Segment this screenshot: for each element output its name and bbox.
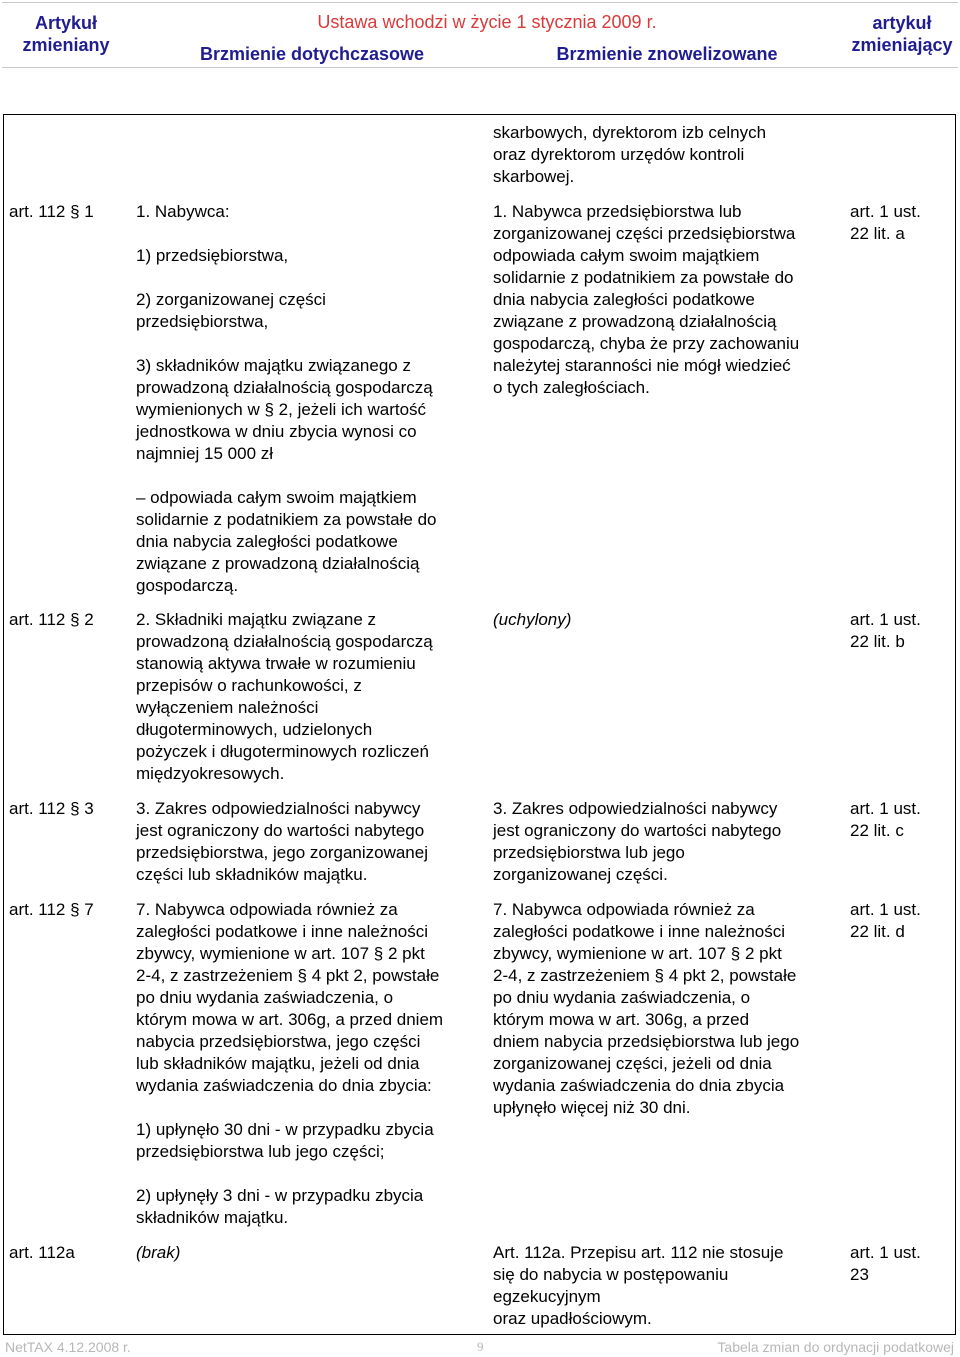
row1-amending-ref: art. 1 ust. 22 lit. a [850,202,921,243]
row3-amending-ref: art. 1 ust. 22 lit. c [850,799,921,840]
row1-old-intro: 1. Nabywca: [136,202,230,221]
row1-new-text: 1. Nabywca przedsiębiorstwa lub zorganizowanej części przedsiębiorstwa odpowiada całym swoim majątkiem solidarnie z podatnikiem za powstałe do dnia nabycia zaległości podatkowe związane z prowadzoną działalnością gospodarczą, chyba że przy zachowaniu należytej staranności nie mógł wiedzieć o tych zaległościach. [493,202,800,397]
row2-amending-ref: art. 1 ust. 22 lit. b [850,610,921,651]
row4-old-item2: 2) upłynęły 3 dni - w przypadku zbycia składników majątku. [136,1186,424,1227]
row0-new-text: skarbowych, dyrektorom izb celnych oraz dyrektorom urzędów kontroli skarbowej. [493,123,767,186]
row5-amending-ref: art. 1 ust. 23 [850,1243,921,1284]
header-amending-article: artykuł zmieniający [851,13,953,55]
row4-article: art. 112 § 7 [9,900,94,919]
footer-date: NetTAX 4.12.2008 r. [5,1339,131,1355]
row2-new-text: (uchylony) [493,610,572,629]
row3-new-text: 3. Zakres odpowiedzialności nabywcy jest ograniczony do wartości nabytego przedsiębiorstwa lub jego zorganizowanej części. [493,799,782,884]
row3-article: art. 112 § 3 [9,799,94,818]
row5-article: art. 112a [9,1243,75,1262]
row5-new-text: Art. 112a. Przepisu art. 112 nie stosuje się do nabycia w postępowaniu egzekucyjnym oraz upadłościowym. [493,1243,784,1328]
row1-article: art. 112 § 1 [9,202,94,221]
row1-old-item2: 2) zorganizowanej części przedsiębiorstwa, [136,290,326,331]
header-old-wording: Brzmienie dotychczasowe [199,44,425,64]
page-header [2,2,958,68]
row4-old-item1: 1) upłynęło 30 dni - w przypadku zbycia przedsiębiorstwa lub jego części; [136,1120,434,1161]
row2-old-text: 2. Składniki majątku związane z prowadzoną działalnością gospodarczą stanowią aktywa trwałe w rozumieniu przepisów o rachunkowości, z wyłączeniem należności długoterminowych, udzielonych pożyczek i długoterminowych rozliczeń międzyokresowych. [136,610,433,783]
row4-amending-ref: art. 1 ust. 22 lit. d [850,900,921,941]
row5-old-text: (brak) [136,1243,181,1262]
header-effective-date: Ustawa wchodzi w życie 1 stycznia 2009 r. [317,12,657,32]
row4-old-text: 7. Nabywca odpowiada również za zaległości podatkowe i inne należności zbywcy, wymienione w art. 107 § 2 pkt 2-4, z zastrzeżeniem § 4 pkt 2, powstałe po dniu wydania zaświadczenia, o którym mowa w art. 306g, a przed dniem nabycia przedsiębiorstwa, jego części lub składników majątku, jeżeli od dnia wydania zaświadczenia do dnia zbycia: [136,900,444,1095]
row1-old-conclusion: – odpowiada całym swoim majątkiem solidarnie z podatnikiem za powstałe do dnia nabycia zaległości podatkowe związane z prowadzoną działalnością gospodarczą. [136,488,437,595]
footer-page-number: 9 [477,1339,484,1354]
row3-old-text: 3. Zakres odpowiedzialności nabywcy jest ograniczony do wartości nabytego przedsiębiorstwa, jego zorganizowanej części lub składników majątku. [136,799,428,884]
row1-old-item3: 3) składników majątku związanego z prowadzoną działalnością gospodarczą wymienionych w § 2, jeżeli ich wartość jednostkowa w dniu zbycia wynosi co najmniej 15 000 zł [136,356,433,463]
header-new-wording: Brzmienie znowelizowane [556,44,778,64]
row1-old-item1: 1) przedsiębiorstwa, [136,246,289,265]
footer-document-title: Tabela zmian do ordynacji podatkowej [717,1339,954,1355]
row4-new-text: 7. Nabywca odpowiada również za zaległości podatkowe i inne należności zbywcy, wymienione w art. 107 § 2 pkt 2-4, z zastrzeżeniem § 4 pkt 2, powstałe po dniu wydania zaświadczenia, o którym mowa w art. 306g, a przed dniem nabycia przedsiębiorstwa lub jego zorganizowanej części, jeżeli od dnia wydania zaświadczenia do dnia zbycia upłynęło więcej niż 30 dni. [493,900,800,1117]
header-changed-article: Artykuł zmieniany [22,13,110,55]
row2-article: art. 112 § 2 [9,610,94,629]
